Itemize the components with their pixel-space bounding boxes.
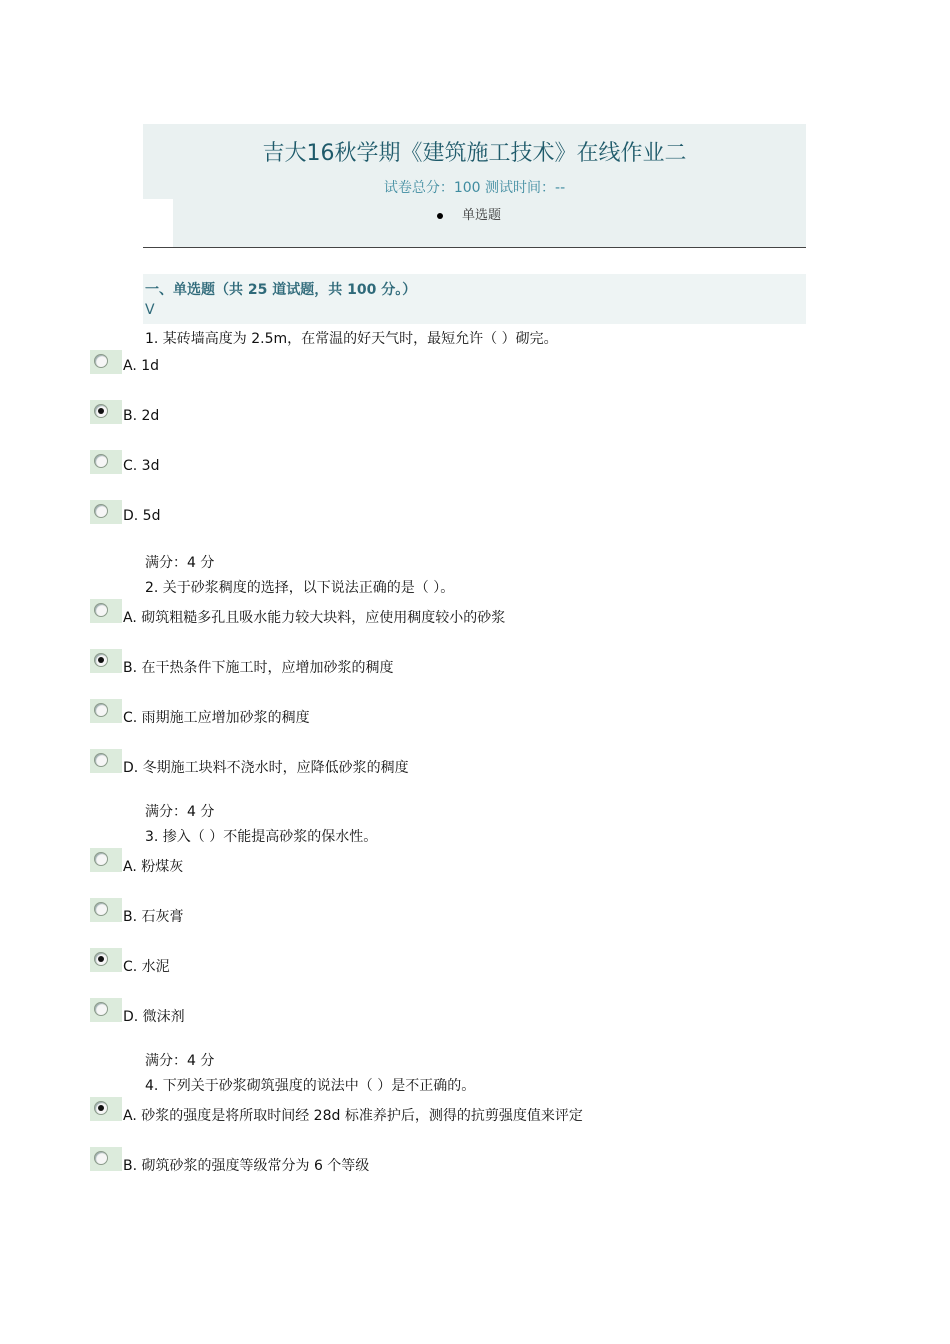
question-text: 4. 下列关于砂浆砌筑强度的说法中（ ）是不正确的。	[145, 1078, 476, 1094]
exam-meta: 试卷总分：100 测试时间：--	[383, 180, 566, 196]
radio-checked-icon	[94, 404, 108, 418]
page-title: 吉大16秋学期《建筑施工技术》在线作业二	[262, 141, 687, 166]
radio-icon	[94, 454, 108, 468]
radio-button[interactable]	[90, 649, 122, 673]
option-label: C. 雨期施工应增加砂浆的稠度	[123, 710, 310, 726]
radio-checked-icon	[94, 952, 108, 966]
radio-button[interactable]	[90, 500, 122, 524]
option-label: A. 砂浆的强度是将所取时间经 28d 标准养护后，测得的抗剪强度值来评定	[123, 1108, 583, 1124]
radio-icon	[94, 703, 108, 717]
option-label: C. 水泥	[123, 959, 170, 975]
option-label: D. 5d	[123, 508, 161, 524]
question-text: 1. 某砖墙高度为 2.5m，在常温的好天气时，最短允许（ ）砌完。	[145, 331, 558, 347]
radio-button[interactable]	[90, 350, 122, 374]
radio-icon	[94, 902, 108, 916]
score-label: 满分：4 分	[145, 555, 215, 571]
option-label: A. 砌筑粗糙多孔且吸水能力较大块料，应使用稠度较小的砂浆	[123, 610, 506, 626]
radio-button[interactable]	[90, 749, 122, 773]
bullet-icon	[437, 213, 443, 219]
option-label: C. 3d	[123, 458, 160, 474]
radio-icon	[94, 1002, 108, 1016]
option-label: B. 砌筑砂浆的强度等级常分为 6 个等级	[123, 1158, 370, 1174]
radio-button[interactable]	[90, 599, 122, 623]
option-label: A. 1d	[123, 358, 160, 374]
radio-button[interactable]	[90, 450, 122, 474]
radio-icon	[94, 354, 108, 368]
radio-button[interactable]	[90, 1147, 122, 1171]
score-label: 满分：4 分	[145, 1053, 215, 1069]
radio-icon	[94, 753, 108, 767]
radio-button[interactable]	[90, 400, 122, 424]
nav-item-single-choice[interactable]	[437, 204, 501, 223]
radio-icon	[94, 603, 108, 617]
radio-checked-icon	[94, 1101, 108, 1115]
radio-button[interactable]	[90, 948, 122, 972]
section-mark: V	[145, 302, 155, 318]
option-label: D. 冬期施工块料不浇水时，应降低砂浆的稠度	[123, 760, 409, 776]
radio-button[interactable]	[90, 998, 122, 1022]
radio-button[interactable]	[90, 699, 122, 723]
score-label: 满分：4 分	[145, 804, 215, 820]
radio-icon	[94, 852, 108, 866]
question-text: 3. 掺入（ ）不能提高砂浆的保水性。	[145, 829, 378, 845]
question-text: 2. 关于砂浆稠度的选择，以下说法正确的是（ ）。	[145, 580, 455, 596]
nav-item-label: 单选题	[462, 208, 502, 223]
option-label: B. 2d	[123, 408, 160, 424]
option-label: A. 粉煤灰	[123, 859, 184, 875]
radio-icon	[94, 1151, 108, 1165]
option-label: B. 在干热条件下施工时，应增加砂浆的稠度	[123, 660, 394, 676]
section-title: 一、单选题（共 25 道试题，共 100 分。）	[145, 282, 417, 298]
option-label: D. 微沫剂	[123, 1009, 185, 1025]
radio-icon	[94, 504, 108, 518]
radio-button[interactable]	[90, 848, 122, 872]
radio-button[interactable]	[90, 1097, 122, 1121]
radio-checked-icon	[94, 653, 108, 667]
divider	[143, 247, 806, 248]
radio-button[interactable]	[90, 898, 122, 922]
option-label: B. 石灰膏	[123, 909, 184, 925]
